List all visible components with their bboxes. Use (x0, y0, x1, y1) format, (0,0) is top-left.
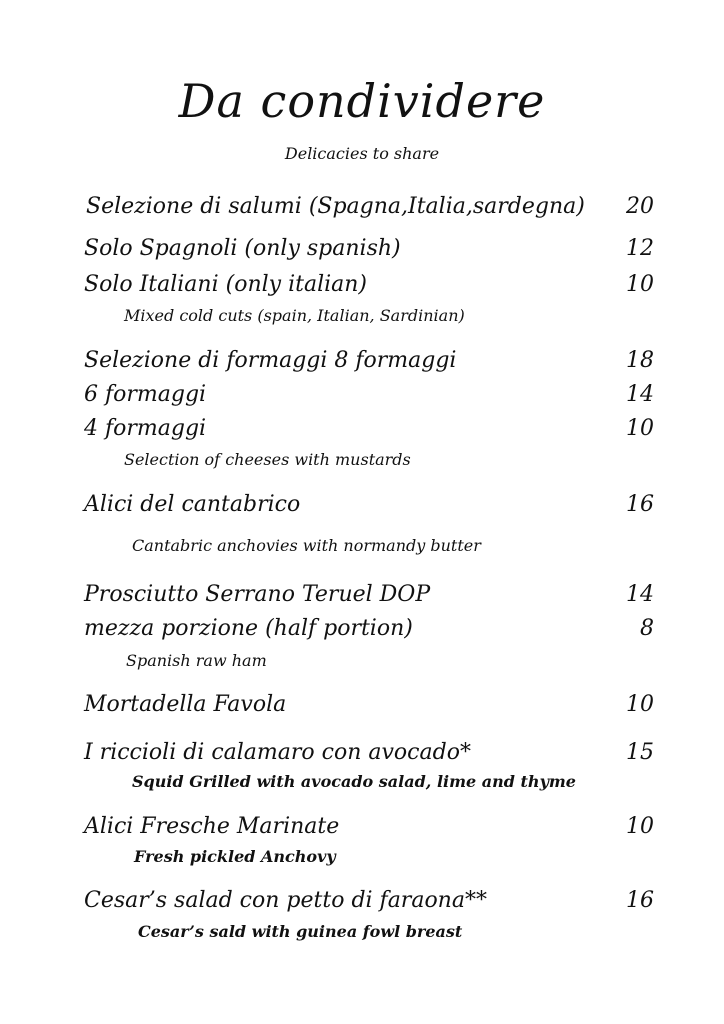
menu-item-salumi (86, 194, 654, 224)
item-description: Cantabric anchovies with normandy butter (132, 536, 481, 555)
item-price: 10 (626, 814, 654, 839)
item-price: 12 (626, 236, 654, 261)
menu-item-formaggi-8 (84, 348, 654, 378)
item-name: Selezione di salumi (Spagna,Italia,sardegna) (86, 194, 585, 219)
item-price: 10 (626, 272, 654, 297)
item-price: 14 (626, 382, 654, 407)
item-description: Selection of cheeses with mustards (124, 450, 411, 469)
item-price: 16 (626, 888, 654, 913)
menu-item-mezza-porzione (84, 616, 654, 646)
item-price: 16 (626, 492, 654, 517)
item-description: Mixed cold cuts (spain, Italian, Sardinian) (124, 306, 465, 325)
item-description: Cesar’s sald with guinea fowl breast (138, 922, 463, 941)
item-description: Squid Grilled with avocado salad, lime and thyme (132, 772, 576, 791)
item-price: 15 (626, 740, 654, 765)
item-name: 4 formaggi (84, 416, 207, 441)
menu-item-formaggi-6 (84, 382, 654, 412)
item-description: Fresh pickled Anchovy (134, 847, 336, 866)
item-name: Solo Spagnoli (only spanish) (84, 236, 401, 261)
item-name: Alici del cantabrico (84, 492, 301, 517)
menu-item-alici-cantabrico (84, 492, 654, 522)
item-name: Solo Italiani (only italian) (84, 272, 368, 297)
item-name: 6 formaggi (84, 382, 207, 407)
item-price: 18 (626, 348, 654, 373)
item-name: mezza porzione (half portion) (84, 616, 413, 641)
page-title: Da condividere (178, 74, 546, 128)
menu-item-formaggi-4 (84, 416, 654, 446)
item-price: 10 (626, 416, 654, 441)
item-name: Mortadella Favola (84, 692, 287, 717)
menu-item-calamaro (84, 740, 654, 770)
menu-item-solo-spagnoli (84, 236, 654, 266)
menu-item-cesars-salad (84, 888, 654, 918)
item-name: Selezione di formaggi 8 formaggi (84, 348, 457, 373)
menu-item-solo-italiani (84, 272, 654, 302)
item-description: Spanish raw ham (126, 651, 267, 670)
item-price: 10 (626, 692, 654, 717)
item-name: Alici Fresche Marinate (84, 814, 340, 839)
item-name: Prosciutto Serrano Teruel DOP (84, 582, 431, 607)
item-price: 8 (640, 616, 654, 641)
item-price: 20 (626, 194, 654, 219)
item-name: I riccioli di calamaro con avocado* (84, 740, 471, 765)
item-name: Cesar’s salad con petto di faraona** (84, 888, 487, 913)
menu-item-mortadella (84, 692, 654, 722)
menu-item-alici-fresche (84, 814, 654, 844)
menu-item-prosciutto (84, 582, 654, 612)
page-subtitle: Delicacies to share (284, 144, 440, 163)
item-price: 14 (626, 582, 654, 607)
